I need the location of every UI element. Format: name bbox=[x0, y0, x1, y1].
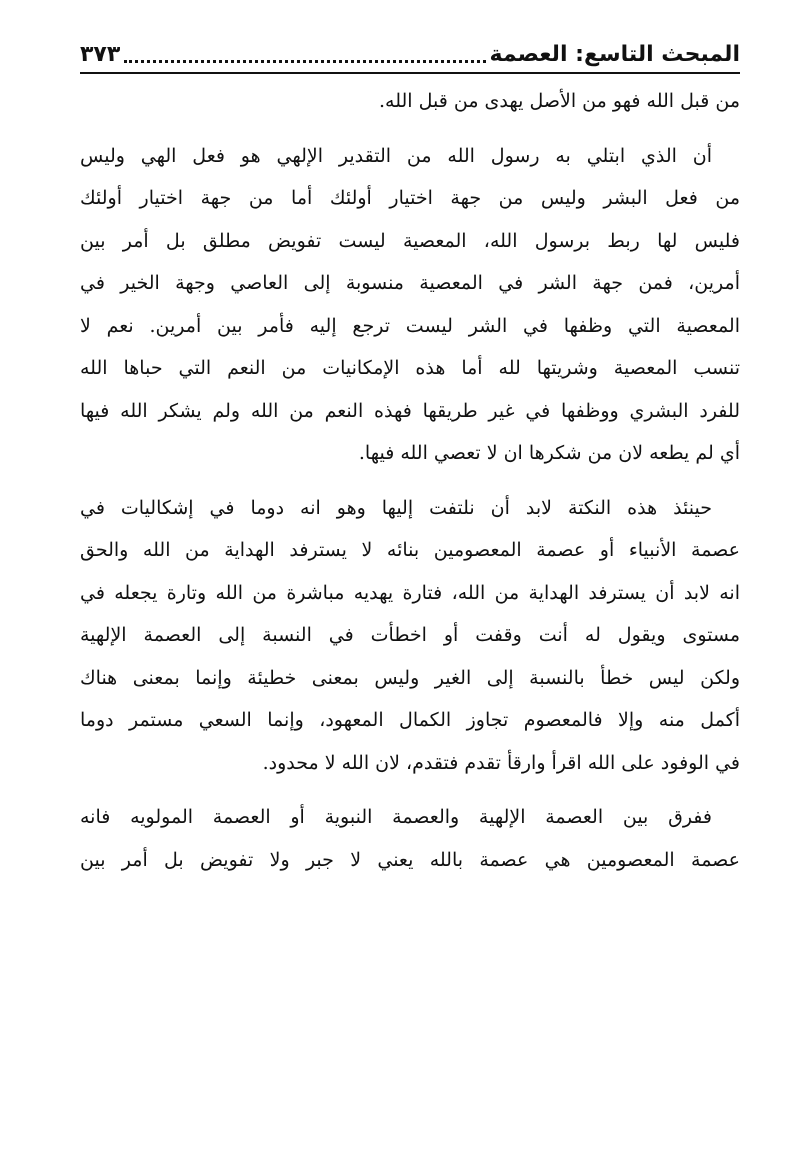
running-header bbox=[80, 32, 740, 74]
text-line: ولكن ليس خطأ بالنسبة إلى الغير وليس بمعنى خطيئة وإنما بمعنى هناك bbox=[80, 666, 740, 689]
text-line: ففرق بين العصمة الإلهية والعصمة النبوية أو العصمة المولويه فانه bbox=[80, 806, 712, 828]
text-line: للفرد البشري ووظفها في غير طريقها فهذه النعم من الله ولم يشكر الله فيها bbox=[80, 399, 740, 422]
text-line: فليس لها ربط برسول الله، المعصية ليست تفويض مطلق بل أمر بين bbox=[80, 229, 740, 252]
text-line: من قبل الله فهو من الأصل يهدى من قبل الله. bbox=[379, 90, 740, 112]
text-line: أن الذي ابتلي به رسول الله من التقدير الإلهي هو فعل الهي وليس bbox=[80, 144, 712, 167]
page-number: ٣٧٣ bbox=[80, 42, 121, 67]
paragraph-3 bbox=[80, 487, 740, 785]
text-line: أمرين، فمن جهة الشر في المعصية منسوبة إلى العاصي وجهة الخير في bbox=[80, 272, 740, 294]
paragraph-1 bbox=[80, 80, 740, 123]
text-line: انه لابد أن يسترفد الهداية من الله، فتارة يهديه مباشرة من الله وتارة يجعله في bbox=[80, 581, 740, 604]
text-line: أكمل منه وإلا فالمعصوم تجاوز الكمال المعهود، وإنما السعي مستمر دوما bbox=[80, 709, 740, 731]
text-line: حينئذ هذه النكتة لابد أن نلتفت إليها وهو انه دوما في إشكاليات في bbox=[80, 496, 712, 519]
header-dot-leader bbox=[124, 60, 485, 63]
paragraph-4 bbox=[80, 796, 740, 881]
paragraph-2 bbox=[80, 135, 740, 475]
text-line: مستوى ويقول له أنت وقفت أو اخطأت في النسبة إلى العصمة الإلهية bbox=[80, 624, 740, 646]
text-line: عصمة الأنبياء أو عصمة المعصومين بنائه لا يسترفد الهداية من الله والحق bbox=[80, 539, 740, 561]
text-line: في الوفود على الله اقرأ وارقأ تقدم فتقدم، لان الله لا محدود. bbox=[262, 751, 740, 774]
text-line: تنسب المعصية وشريتها لله أما هذه الإمكانيات من النعم التي حباها الله bbox=[80, 357, 740, 379]
text-line: المعصية التي وظفها في الشر ليست ترجع إليه فأمر بين أمرين. نعم لا bbox=[80, 314, 740, 337]
text-line: من فعل البشر وليس من جهة اختيار أولئك أما من جهة اختيار أولئك bbox=[80, 187, 740, 209]
text-line: عصمة المعصومين هي عصمة بالله يعني لا جبر ولا تفويض بل أمر بين bbox=[80, 848, 740, 871]
text-line: أي لم يطعه لان من شكرها ان لا تعصي الله فيها. bbox=[358, 442, 740, 464]
header-title: المبحث التاسع: العصمة bbox=[489, 42, 740, 67]
body-text bbox=[80, 80, 740, 893]
